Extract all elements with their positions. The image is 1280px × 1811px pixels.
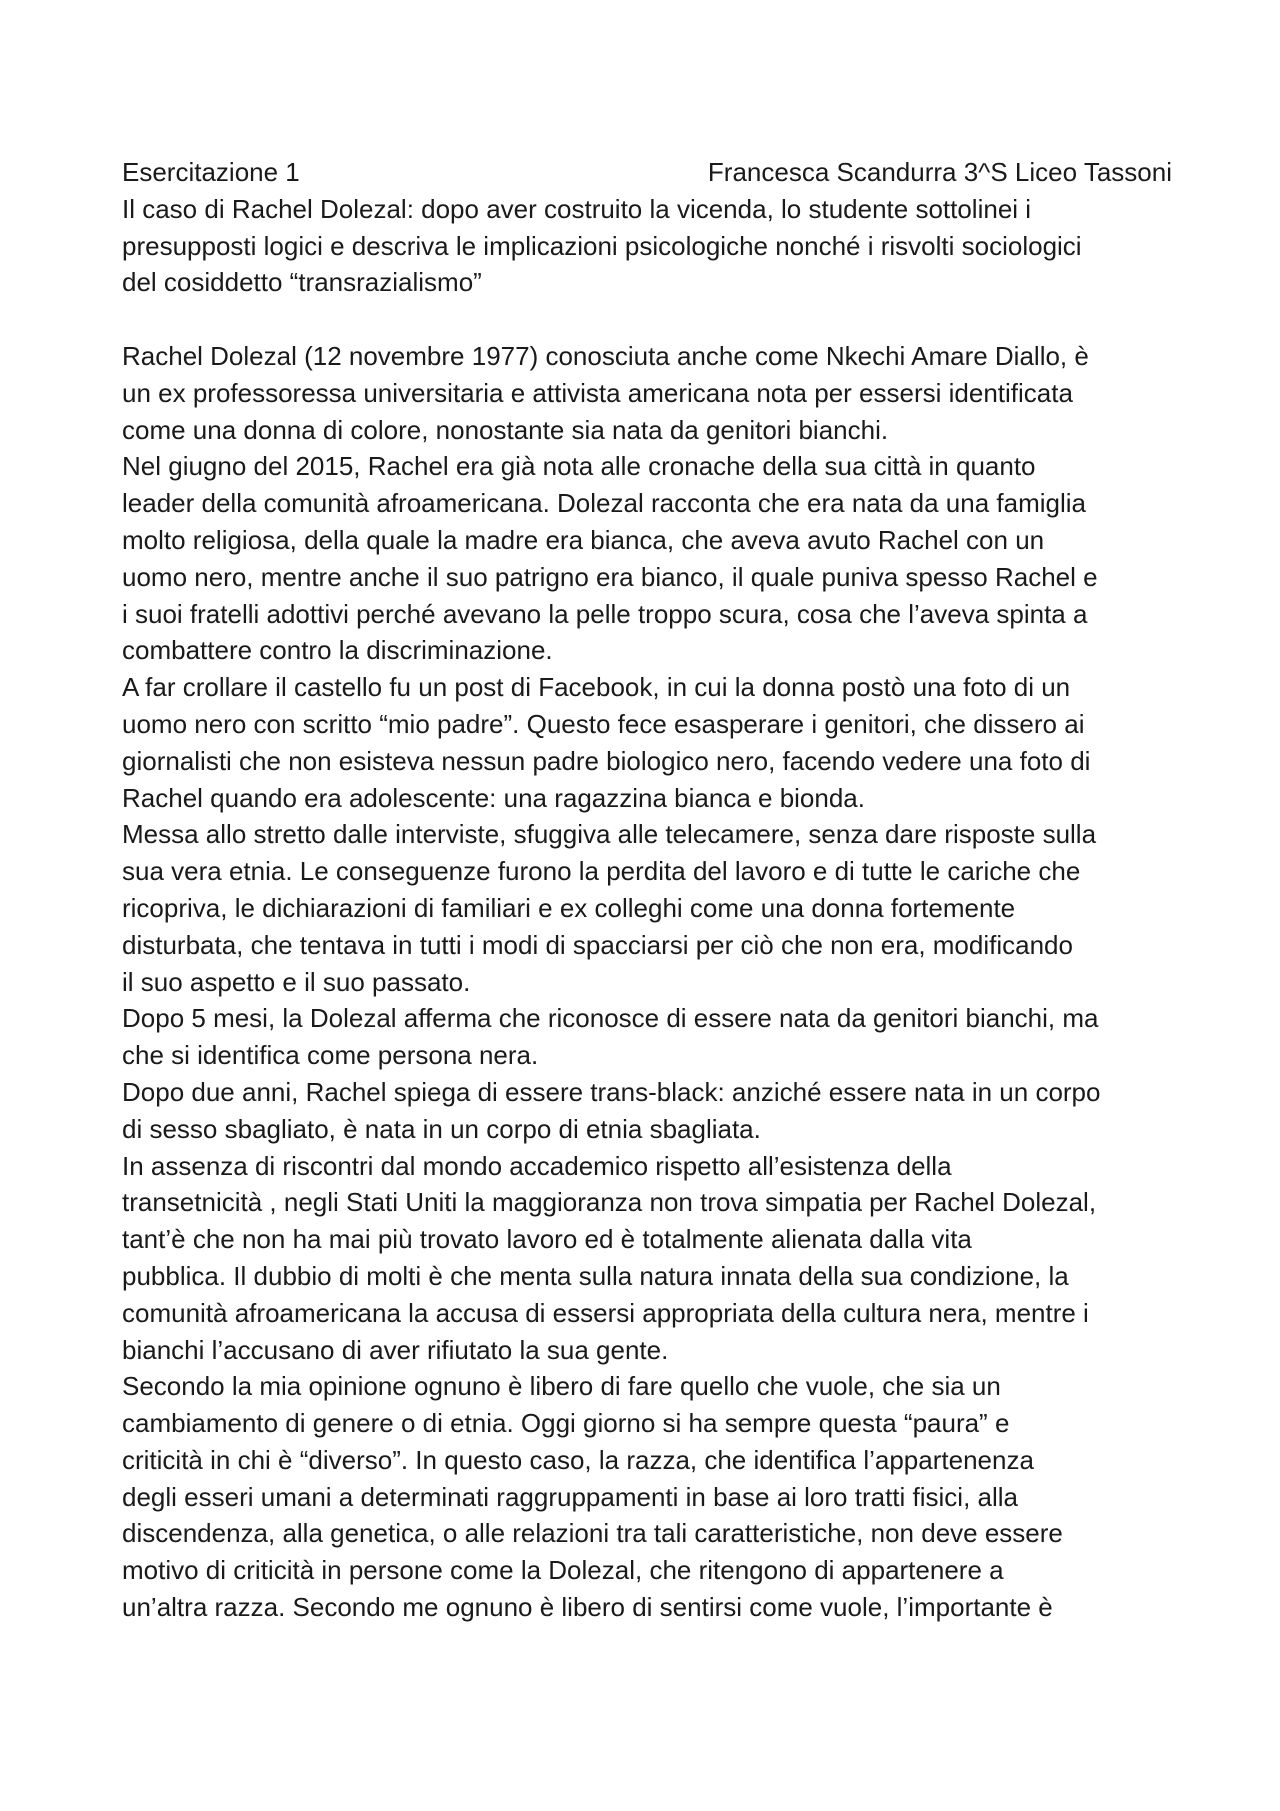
body-line: Secondo la mia opinione ognuno è libero di fare quello che vuole, che sia un: [122, 1371, 1001, 1402]
body-line: i suoi fratelli adottivi perché avevano la pelle troppo scura, cosa che l’aveva spinta a: [122, 598, 1088, 629]
body-line: che si identifica come persona nera.: [122, 1040, 539, 1071]
body-line: Nel giugno del 2015, Rachel era già nota alle cronache della sua città in quanto: [122, 451, 1036, 482]
body-line: come una donna di colore, nonostante sia nata da genitori bianchi.: [122, 414, 889, 445]
body-line: uomo nero con scritto “mio padre”. Questo fece esasperare i genitori, che dissero ai: [122, 708, 1085, 739]
body-line: degli esseri umani a determinati raggruppamenti in base ai loro tratti fisici, alla: [122, 1481, 1018, 1512]
body-line: un’altra razza. Secondo me ognuno è libero di sentirsi come vuole, l’importante è: [122, 1592, 1053, 1623]
body-line: criticità in chi è “diverso”. In questo caso, la razza, che identifica l’appartenenza: [122, 1444, 1034, 1475]
body-line: Dopo 5 mesi, la Dolezal afferma che riconosce di essere nata da genitori bianchi, ma: [122, 1003, 1099, 1034]
body-line: comunità afroamericana la accusa di essersi appropriata della cultura nera, mentre i: [122, 1297, 1089, 1328]
essay-body: [122, 338, 1172, 1626]
author-info: Francesca Scandurra 3^S Liceo Tassoni: [707, 157, 1172, 187]
body-line: ricopriva, le dichiarazioni di familiari e ex colleghi come una donna fortemente: [122, 892, 1016, 923]
body-line: sua vera etnia. Le conseguenze furono la perdita del lavoro e di tutte le cariche che: [122, 856, 1081, 887]
body-line: di sesso sbagliato, è nata in un corpo di etnia sbagliata.: [122, 1113, 761, 1144]
body-line: discendenza, alla genetica, o alle relazioni tra tali caratteristiche, non deve essere: [122, 1518, 1063, 1549]
body-line: tant’è che non ha mai più trovato lavoro ed è totalmente alienata dalla vita: [122, 1224, 972, 1255]
body-line: bianchi l’accusano di aver rifiutato la sua gente.: [122, 1334, 669, 1365]
body-line: Rachel quando era adolescente: una ragazzina bianca e bionda.: [122, 782, 865, 813]
body-line: transetnicità , negli Stati Uniti la maggioranza non trova simpatia per Rachel Dolezal,: [122, 1187, 1097, 1218]
body-line: Messa allo stretto dalle interviste, sfuggiva alle telecamere, senza dare risposte sulla: [122, 819, 1097, 850]
body-line: uomo nero, mentre anche il suo patrigno era bianco, il quale puniva spesso Rachel e: [122, 561, 1098, 592]
prompt-line: presupposti logici e descriva le implicazioni psicologiche nonché i risvolti sociologici: [122, 230, 1082, 261]
document-header: [122, 154, 1172, 191]
body-line: cambiamento di genere o di etnia. Oggi giorno si ha sempre questa “paura” e: [122, 1408, 1010, 1439]
exercise-title: Esercitazione 1: [122, 157, 300, 187]
body-line: Dopo due anni, Rachel spiega di essere trans-black: anziché essere nata in un corpo: [122, 1076, 1101, 1107]
body-line: giornalisti che non esisteva nessun padre biologico nero, facendo vedere una foto di: [122, 745, 1091, 776]
assignment-prompt: [122, 191, 1172, 301]
body-line: In assenza di riscontri dal mondo accademico rispetto all’esistenza della: [122, 1150, 952, 1181]
body-line: pubblica. Il dubbio di molti è che menta sulla natura innata della sua condizione, la: [122, 1260, 1069, 1291]
body-line: il suo aspetto e il suo passato.: [122, 966, 471, 997]
prompt-line: Il caso di Rachel Dolezal: dopo aver costruito la vicenda, lo studente sottolinei i: [122, 193, 1032, 224]
body-line: molto religiosa, della quale la madre era bianca, che aveva avuto Rachel con un: [122, 524, 1045, 555]
body-line: leader della comunità afroamericana. Dolezal racconta che era nata da una famiglia: [122, 488, 1087, 519]
body-line: motivo di criticità in persone come la Dolezal, che ritengono di appartenere a: [122, 1555, 1004, 1586]
body-line: Rachel Dolezal (12 novembre 1977) conosciuta anche come Nkechi Amare Diallo, è: [122, 340, 1089, 371]
body-line: disturbata, che tentava in tutti i modi di spacciarsi per ciò che non era, modificando: [122, 929, 1073, 960]
paragraph-spacer: [122, 301, 1172, 338]
body-line: combattere contro la discriminazione.: [122, 635, 553, 666]
prompt-line: del cosiddetto “transrazialismo”: [122, 267, 482, 298]
body-line: un ex professoressa universitaria e attivista americana nota per essersi identificata: [122, 377, 1073, 408]
body-line: A far crollare il castello fu un post di Facebook, in cui la donna postò una foto di un: [122, 672, 1071, 703]
document-content: [122, 154, 1172, 1626]
